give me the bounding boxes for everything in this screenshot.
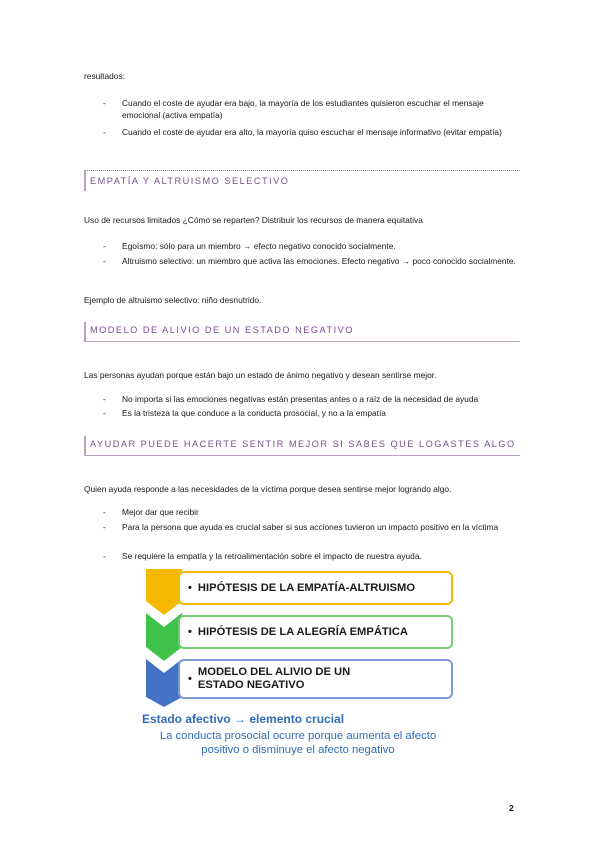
list-item-text: Altruismo selectivo: un miembro que activa las emociones. Efecto negativo → poco conocido socialmente. (122, 256, 516, 266)
figure-item-text: HIPÓTESIS DE LA ALEGRÍA EMPÁTICA (197, 626, 409, 638)
figure-caption-body: La conducta prosocial ocurre porque aumenta el afecto positivo o disminuye el afecto negativo (159, 730, 437, 756)
list-item-text: Para la persona que ayuda es crucial saber si sus acciones tuvieron un impacto positivo en la víctima (122, 522, 499, 532)
list-item-text: Se requiere la empatía y la retroalimentación sobre el impacto de nuestra ayuda. (122, 551, 422, 561)
list-item (103, 407, 523, 419)
list-item-text: No importa si las emociones negativas están presentas antes o a raíz de la necesidad de ayuda (122, 394, 479, 404)
list-item-text: Es la tristeza la que conduce a la conducta prosocial, y no a la empatía (122, 408, 386, 418)
section-paragraph: Quien ayuda responde a las necesidades de la víctima porque desea sentirse mejor logrando algo. (84, 484, 452, 494)
figure-item (178, 659, 453, 699)
list-item-text: Cuando el coste de ayudar era alto, la mayoría quiso escuchar el mensaje informativo (evitar empatía) (122, 127, 502, 137)
intro-label: resultados: (84, 71, 125, 81)
figure-item-text: MODELO DEL ALIVIO DE UN ESTADO NEGATIVO (197, 666, 351, 691)
section-paragraph: Uso de recursos limitados ¿Cómo se reparten? Distribuir los recursos de manera equitativa (84, 215, 423, 225)
figure-caption-title: Estado afectivo → elemento crucial (142, 712, 345, 726)
list-dash: - (103, 507, 106, 517)
list-dash: - (103, 256, 106, 266)
list-item (103, 240, 523, 252)
list-item-text: Mejor dar que recibir (122, 507, 199, 517)
section-paragraph: Las personas ayudan porque están bajo un estado de ánimo negativo y desean sentirse mejor. (84, 370, 437, 380)
list-item-text: Cuando el coste de ayudar era bajo, la mayoría de los estudiantes quisieron escuchar el mensaje emocional (activa empatía) (122, 98, 484, 120)
chevron-yellow (146, 569, 182, 615)
list-dash: - (103, 241, 106, 251)
hypotheses-figure (138, 567, 468, 767)
list-item (103, 506, 523, 518)
figure-item-text: HIPÓTESIS DE LA EMPATÍA-ALTRUISMO (197, 582, 416, 594)
list-dash: - (103, 127, 106, 137)
list-item (103, 255, 523, 279)
list-item (103, 126, 523, 150)
list-item (103, 393, 523, 405)
example-text: Ejemplo de altruismo selectivo: niño desnutrido. (84, 295, 262, 305)
list-dash: - (103, 408, 106, 418)
section-heading: AYUDAR PUEDE HACERTE SENTIR MEJOR SI SABES QUE LOGASTES ALGO (84, 436, 520, 456)
list-dash: - (103, 394, 106, 404)
section-heading: EMPATÍA Y ALTRUISMO SELECTIVO (84, 170, 520, 191)
list-item-text: Egoísmo: sólo para un miembro → efecto negativo conocido socialmente. (122, 241, 396, 251)
page-number: 2 (509, 803, 514, 813)
list-dash: - (103, 522, 106, 532)
list-item (103, 550, 523, 562)
list-item (103, 521, 523, 545)
figure-item (178, 615, 453, 649)
chevron-blue (146, 659, 182, 707)
list-item (103, 97, 523, 121)
list-dash: - (103, 98, 106, 108)
section-heading: MODELO DE ALIVIO DE UN ESTADO NEGATIVO (84, 322, 520, 342)
figure-bullet: • (188, 626, 192, 638)
figure-bullet: • (188, 672, 192, 685)
figure-bullet: • (188, 582, 192, 594)
chevron-green (146, 613, 182, 661)
figure-item (178, 571, 453, 605)
list-dash: - (103, 551, 106, 561)
